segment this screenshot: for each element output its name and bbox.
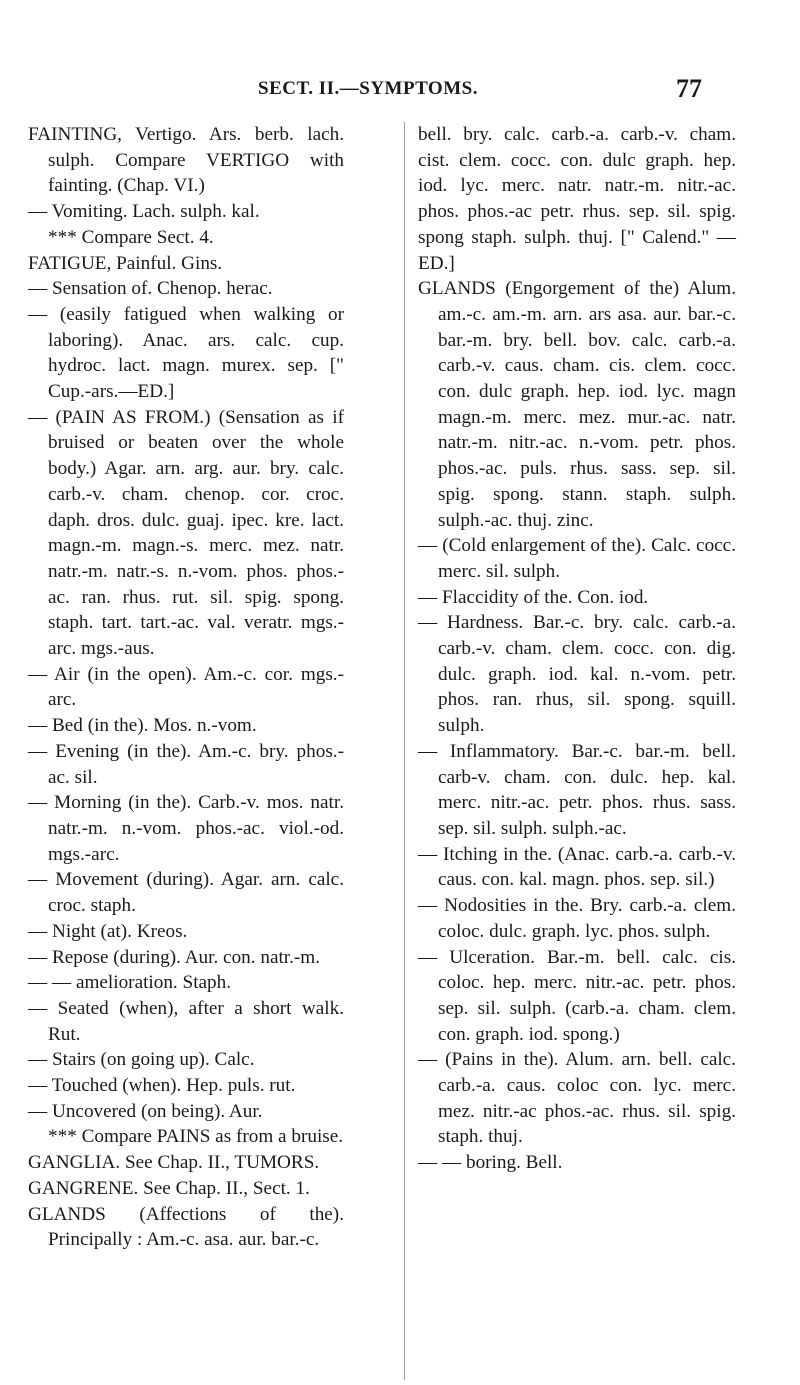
- subentry-night: — Night (at). Kreos.: [28, 920, 188, 942]
- subentry-inflammatory: — Inflammatory. Bar.-c. bar.-m. bell. carb-v. cham. con. dulc. hep. kal. merc. nitr.-ac. petr. phos. rhus. sass. sep. sil. sulph. sulph.-ac.: [418, 740, 736, 839]
- subentry-evening: — Evening (in the). Am.-c. bry. phos.-ac. sil.: [28, 740, 344, 788]
- column-divider: [404, 122, 405, 1380]
- entry-fainting-vertigo: FAINTING, Vertigo. Ars. berb. lach. sulph. Compare VERTIGO with fainting. (Chap. VI.): [28, 124, 344, 197]
- page-number: 77: [676, 74, 702, 103]
- entry-glands-engorgement: GLANDS (Engorgement of the) Alum. am.-c. am.-m. arn. ars asa. aur. bar.-c. bar.-m. bry. bell. bov. calc. carb.-a. carb.-v. caus. cham. cis. clem. cocc. con. dulc graph. hep. iod. lyc. magn magn.-m. merc. mez. mur.-ac. natr. natr.-m. nitr.-ac. n.-vom. petr. phos. phos.-ac. puls. rhus. sass. sep. sil. spig. spong. stann. staph. sulph. sulph.-ac. thuj. zinc.: [418, 278, 736, 531]
- subentry-hardness: — Hardness. Bar.-c. bry. calc. carb.-a. carb.-v. cham. clem. cocc. con. dig. dulc. graph. iod. kal. n.-vom. petr. phos. ran. rhus, sil. spong. squill. sulph.: [418, 612, 736, 737]
- page-header: [0, 74, 800, 114]
- subentry-vomiting: — Vomiting. Lach. sulph. kal.: [28, 201, 260, 223]
- subentry-touched: — Touched (when). Hep. puls. rut.: [28, 1075, 296, 1097]
- subentry-repose: — Repose (during). Aur. con. natr.-m.: [28, 946, 321, 968]
- entry-glands-affections: GLANDS (Affections of the). Principally : Am.-c. asa. aur. bar.-c.: [28, 1203, 344, 1251]
- subentry-cold-enlargement: — (Cold enlargement of the). Calc. cocc. merc. sil. sulph.: [418, 535, 736, 582]
- subentry-pain-as-from: — (PAIN AS FROM.) (Sensation as if bruised or beaten over the whole body.) Agar. arn. arg. aur. bry. calc. carb.-v. cham. chenop. cor. croc. daph. dros. dulc. guaj. ipec. kre. lact. magn.-m. magn.-s. merc. mez. natr. natr.-m. natr.-s. n.-vom. phos. phos.-ac. ran. rhus. rut. sil. spig. spong. staph. tart. tart.-ac. val. veratr. mgs.-arc. mgs.-aus.: [28, 406, 344, 660]
- subentry-uncovered: — Uncovered (on being). Aur.: [28, 1100, 263, 1122]
- subentry-amelioration: — — amelioration. Staph.: [28, 972, 232, 994]
- note-compare-pains: *** Compare PAINS as from a bruise.: [48, 1126, 344, 1148]
- subentry-boring: — — boring. Bell.: [418, 1152, 563, 1174]
- subentry-air-open: — Air (in the open). Am.-c. cor. mgs.-arc.: [28, 663, 344, 711]
- entry-gangrene: GANGRENE. See Chap. II., Sect. 1.: [28, 1177, 310, 1199]
- left-column: [28, 122, 344, 1253]
- subentry-itching: — Itching in the. (Anac. carb.-a. carb.-v. caus. con. kal. magn. phos. sep. sil.): [418, 843, 736, 891]
- subentry-movement: — Movement (during). Agar. arn. calc. croc. staph.: [28, 869, 344, 917]
- subentry-nodosities: — Nodosities in the. Bry. carb.-a. clem. coloc. dulc. graph. lyc. phos. sulph.: [418, 895, 736, 942]
- note-compare-sect-4: *** Compare Sect. 4.: [48, 226, 214, 248]
- entry-ganglia: GANGLIA. See Chap. II., TUMORS.: [28, 1152, 320, 1174]
- subentry-flaccidity: — Flaccidity of the. Con. iod.: [418, 586, 649, 608]
- subentry-morning: — Morning (in the). Carb.-v. mos. natr. natr.-m. n.-vom. phos.-ac. viol.-od. mgs.-arc.: [28, 792, 344, 865]
- subentry-stairs: — Stairs (on going up). Calc.: [28, 1049, 255, 1071]
- subentry-sensation-of: — Sensation of. Chenop. herac.: [28, 278, 273, 300]
- subentry-seated: — Seated (when), after a short walk. Rut.: [28, 997, 344, 1045]
- running-head: SECT. II.—SYMPTOMS.: [258, 78, 478, 99]
- subentry-bed: — Bed (in the). Mos. n.-vom.: [28, 715, 257, 737]
- right-column: [418, 122, 736, 1176]
- subentry-ulceration: — Ulceration. Bar.-m. bell. calc. cis. coloc. hep. merc. nitr.-ac. petr. phos. sep. sil. sulph. (carb.-a. cham. clem. con. graph. iod. spong.): [418, 946, 736, 1045]
- entry-fatigue-painful: FATIGUE, Painful. Gins.: [28, 252, 223, 274]
- subentry-easily-fatigued: — (easily fatigued when walking or laboring). Anac. ars. calc. cup. hydroc. lact. magn. murex. sep. [" Cup.-ars.—ED.]: [28, 303, 344, 403]
- subentry-pains-in: — (Pains in the). Alum. arn. bell. calc. carb.-a. caus. coloc con. lyc. merc. mez. nitr.-ac phos.-ac. rhus. sil. spig. staph. thuj.: [418, 1049, 736, 1148]
- entry-glands-affections-continued: bell. bry. calc. carb.-a. carb.-v. cham. cist. clem. cocc. con. dulc graph. hep. iod. lyc. merc. natr. natr.-m. nitr.-ac. phos. phos.-ac petr. rhus. sep. sil. spig. spong staph. sulph. thuj. [" Calend." —ED.]: [418, 124, 736, 274]
